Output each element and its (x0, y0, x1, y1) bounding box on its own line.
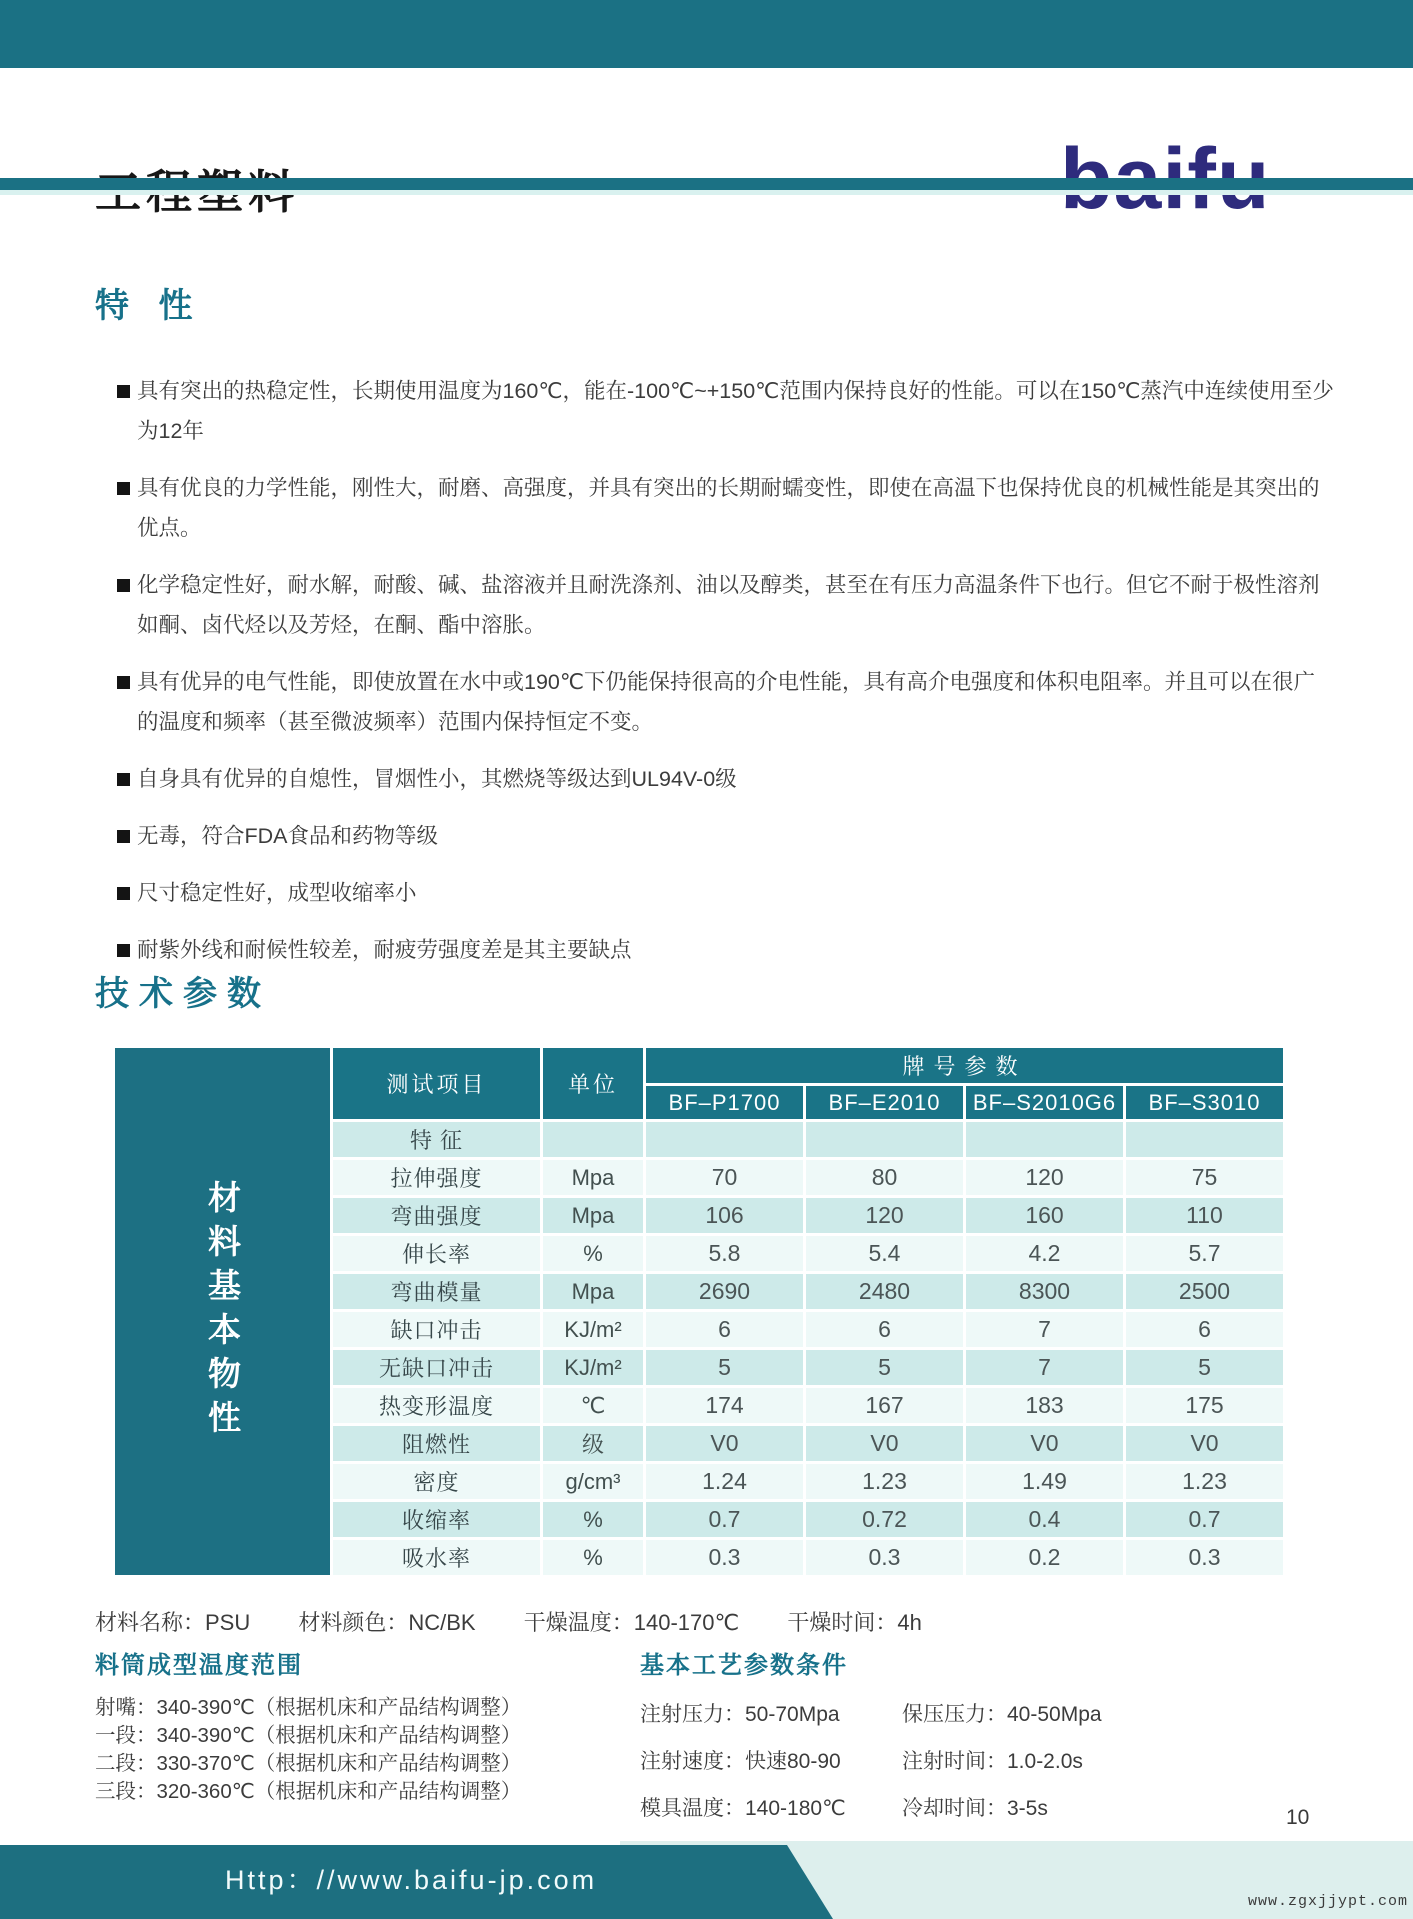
cell-value: 175 (1125, 1387, 1285, 1425)
footer-watermark-url: www.zgxjjypt.com (1248, 1893, 1409, 1910)
list-item (95, 930, 1335, 970)
cell-value (645, 1121, 805, 1159)
drying-time: 干燥时间：4h (787, 1610, 922, 1635)
barrel-line-zone2: 二段：330-370℃（根据机床和产品结构调整） (95, 1752, 522, 1775)
injection-pressure: 注射压力：50-70Mpa (640, 1703, 840, 1726)
cell-value: 0.3 (1125, 1539, 1285, 1577)
process-row (640, 1698, 1320, 1728)
row-unit: ℃ (542, 1387, 645, 1425)
cell-value: 183 (965, 1387, 1125, 1425)
feature-text: 尺寸稳定性好，成型收缩率小 (137, 881, 417, 905)
cell-value: 8300 (965, 1273, 1125, 1311)
cell-value: 2480 (805, 1273, 965, 1311)
process-row (640, 1745, 1320, 1775)
barrel-line-zone1: 一段：340-390℃（根据机床和产品结构调整） (95, 1724, 522, 1747)
cell-value: 4.2 (965, 1235, 1125, 1273)
feature-text: 自身具有优异的自熄性，冒烟性小，其燃烧等级达到UL94V-0级 (137, 767, 737, 791)
square-bullet-icon (117, 676, 130, 689)
list-item (95, 565, 1335, 645)
footer-url: Http：//www.baifu-jp.com (225, 1865, 598, 1895)
column-header-model: BF–S2010G6 (965, 1085, 1125, 1121)
material-color: 材料颜色：NC/BK (298, 1610, 476, 1635)
cell-value: 2690 (645, 1273, 805, 1311)
cell-value: 0.3 (645, 1539, 805, 1577)
cell-value: 75 (1125, 1159, 1285, 1197)
column-header-model: BF–E2010 (805, 1085, 965, 1121)
row-label: 伸长率 (332, 1235, 542, 1273)
cell-value: 5.7 (1125, 1235, 1285, 1273)
list-item (95, 759, 1335, 799)
cell-value: 0.7 (1125, 1501, 1285, 1539)
cell-value: 2500 (1125, 1273, 1285, 1311)
cell-value: 106 (645, 1197, 805, 1235)
table-side-label: 材料基本物性 (204, 1179, 241, 1444)
cell-value: 0.4 (965, 1501, 1125, 1539)
square-bullet-icon (117, 773, 130, 786)
row-label: 弯曲模量 (332, 1273, 542, 1311)
row-unit (542, 1121, 645, 1159)
feature-text: 具有优良的力学性能，刚性大，耐磨、高强度，并具有突出的长期耐蠕变性，即使在高温下也保持优良的机械性能是其突出的优点。 (137, 476, 1320, 540)
column-header-model: BF–S3010 (1125, 1085, 1285, 1121)
process-row (640, 1792, 1320, 1822)
cell-value: 1.49 (965, 1463, 1125, 1501)
square-bullet-icon (117, 944, 130, 957)
cell-value: V0 (805, 1425, 965, 1463)
features-heading: 特 性 (95, 287, 203, 325)
row-unit: Mpa (542, 1159, 645, 1197)
cell-value: 1.24 (645, 1463, 805, 1501)
cell-value (1125, 1121, 1285, 1159)
row-label: 热变形温度 (332, 1387, 542, 1425)
tech-params-heading: 技术参数 (95, 975, 271, 1013)
list-item (95, 468, 1335, 548)
injection-time: 注射时间：1.0-2.0s (902, 1750, 1083, 1773)
row-label: 密度 (332, 1463, 542, 1501)
row-label: 拉伸强度 (332, 1159, 542, 1197)
cell-value: 0.2 (965, 1539, 1125, 1577)
square-bullet-icon (117, 482, 130, 495)
cell-value: 0.72 (805, 1501, 965, 1539)
square-bullet-icon (117, 579, 130, 592)
cell-value: 7 (965, 1311, 1125, 1349)
cell-value: 120 (805, 1197, 965, 1235)
process-params-heading: 基本工艺参数条件 (640, 1652, 848, 1679)
cell-value: 5.8 (645, 1235, 805, 1273)
row-unit: % (542, 1501, 645, 1539)
cell-value: 0.3 (805, 1539, 965, 1577)
row-label: 吸水率 (332, 1539, 542, 1577)
square-bullet-icon (117, 887, 130, 900)
cell-value: 1.23 (1125, 1463, 1285, 1501)
cell-value: 5 (805, 1349, 965, 1387)
title-band (0, 68, 1413, 178)
square-bullet-icon (117, 830, 130, 843)
cell-value: 5 (645, 1349, 805, 1387)
row-label: 收缩率 (332, 1501, 542, 1539)
mold-temperature: 模具温度：140-180℃ (640, 1797, 846, 1820)
cooling-time: 冷却时间：3-5s (902, 1797, 1048, 1820)
row-label: 弯曲强度 (332, 1197, 542, 1235)
list-item (95, 873, 1335, 913)
cell-value: 7 (965, 1349, 1125, 1387)
cell-value: 5 (1125, 1349, 1285, 1387)
row-unit: g/cm³ (542, 1463, 645, 1501)
column-header-grade-group: 牌号参数 (645, 1047, 1285, 1085)
feature-text: 具有优异的电气性能，即使放置在水中或190℃下仍能保持很高的介电性能，具有高介电强度和体积电阻率。并且可以在很广的温度和频率（甚至微波频率）范围内保持恒定不变。 (137, 670, 1316, 734)
holding-pressure: 保压压力：40-50Mpa (902, 1703, 1102, 1726)
cell-value: 174 (645, 1387, 805, 1425)
feature-text: 耐紫外线和耐候性较差，耐疲劳强度差是其主要缺点 (137, 938, 632, 962)
row-label: 阻燃性 (332, 1425, 542, 1463)
row-label: 缺口冲击 (332, 1311, 542, 1349)
list-item (95, 816, 1335, 856)
barrel-temp-heading: 料筒成型温度范围 (95, 1652, 303, 1679)
injection-speed: 注射速度：快速80-90 (640, 1750, 841, 1773)
column-header-test-item: 测试项目 (332, 1047, 542, 1121)
row-label: 无缺口冲击 (332, 1349, 542, 1387)
row-unit: 级 (542, 1425, 645, 1463)
row-unit: % (542, 1235, 645, 1273)
list-item (95, 371, 1335, 451)
cell-value: V0 (1125, 1425, 1285, 1463)
process-params-section (640, 1645, 1320, 1839)
cell-value: 0.7 (645, 1501, 805, 1539)
material-name: 材料名称：PSU (95, 1610, 251, 1635)
cell-value: 6 (805, 1311, 965, 1349)
row-unit: KJ/m² (542, 1311, 645, 1349)
feature-text: 化学稳定性好，耐水解，耐酸、碱、盐溶液并且耐洗涤剂、油以及醇类，甚至在有压力高温条件下也行。但它不耐于极性溶剂如酮、卤代烃以及芳烃，在酮、酯中溶胀。 (137, 573, 1320, 637)
barrel-line-zone3: 三段：320-360℃（根据机床和产品结构调整） (95, 1780, 522, 1803)
cell-value: 167 (805, 1387, 965, 1425)
drying-temperature: 干燥温度：140-170℃ (523, 1610, 740, 1635)
row-unit: KJ/m² (542, 1349, 645, 1387)
top-teal-bar (0, 0, 1413, 68)
row-label: 特 征 (332, 1121, 542, 1159)
cell-value: 6 (645, 1311, 805, 1349)
cell-value: 110 (1125, 1197, 1285, 1235)
cell-value: 70 (645, 1159, 805, 1197)
cell-value: 160 (965, 1197, 1125, 1235)
features-list (95, 371, 1335, 970)
column-header-unit: 单位 (542, 1047, 645, 1121)
list-item (95, 662, 1335, 742)
cell-value: 1.23 (805, 1463, 965, 1501)
page-number: 10 (1286, 1806, 1310, 1829)
square-bullet-icon (117, 385, 130, 398)
cell-value: V0 (645, 1425, 805, 1463)
cell-value: 120 (965, 1159, 1125, 1197)
barrel-temp-section (95, 1645, 635, 1806)
row-unit: % (542, 1539, 645, 1577)
column-header-model: BF–P1700 (645, 1085, 805, 1121)
table-side-label-cell (114, 1047, 332, 1577)
cell-value: V0 (965, 1425, 1125, 1463)
cell-value: 5.4 (805, 1235, 965, 1273)
material-info-line (95, 1606, 964, 1637)
cell-value (805, 1121, 965, 1159)
cell-value: 80 (805, 1159, 965, 1197)
cell-value (965, 1121, 1125, 1159)
barrel-line-nozzle: 射嘴：340-390℃（根据机床和产品结构调整） (95, 1696, 522, 1719)
teal-divider-rule (0, 178, 1413, 195)
cell-value: 6 (1125, 1311, 1285, 1349)
feature-text: 无毒，符合FDA食品和药物等级 (137, 824, 439, 848)
features-section (95, 278, 1335, 987)
row-unit: Mpa (542, 1197, 645, 1235)
feature-text: 具有突出的热稳定性，长期使用温度为160℃，能在-100℃~+150℃范围内保持良好的性能。可以在150℃蒸汽中连续使用至少为12年 (137, 379, 1334, 443)
row-unit: Mpa (542, 1273, 645, 1311)
spec-table (112, 1045, 1286, 1578)
